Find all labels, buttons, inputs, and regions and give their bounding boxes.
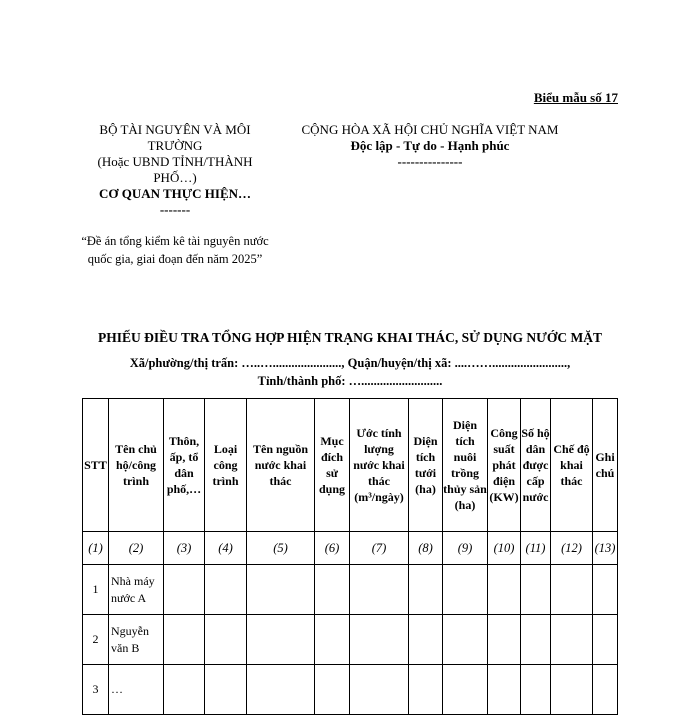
survey-table <box>82 398 618 715</box>
row-stt: 3 <box>83 665 109 715</box>
form-title: PHIẾU ĐIỀU TRA TỔNG HỢP HIỆN TRẠNG KHAI THÁC, SỬ DỤNG NƯỚC MẶT <box>98 330 602 345</box>
column-header: Mục đích sử dụng <box>315 399 350 532</box>
row-owner-name: Nhà máy nước A <box>109 565 164 615</box>
table-cell <box>205 665 247 715</box>
table-cell <box>443 615 488 665</box>
column-number: (5) <box>247 532 315 565</box>
column-header: STT <box>83 399 109 532</box>
ministry-name: BỘ TÀI NGUYÊN VÀ MÔI TRƯỜNG <box>99 122 251 153</box>
table-cell <box>350 565 409 615</box>
table-cell <box>247 565 315 615</box>
column-number: (10) <box>488 532 521 565</box>
table-cell <box>409 615 443 665</box>
column-number: (12) <box>551 532 593 565</box>
table-cell <box>521 565 551 615</box>
column-number: (13) <box>593 532 618 565</box>
table-cell <box>551 565 593 615</box>
table-cell <box>593 615 618 665</box>
column-number: (11) <box>521 532 551 565</box>
table-cell <box>409 665 443 715</box>
column-number: (1) <box>83 532 109 565</box>
nation-name: CỘNG HÒA XÃ HỘI CHỦ NGHĨA VIỆT NAM <box>301 122 559 137</box>
row-owner-name: Nguyễn văn B <box>109 615 164 665</box>
left-header <box>80 122 270 268</box>
table-cell <box>488 665 521 715</box>
column-number: (7) <box>350 532 409 565</box>
table-cell <box>315 665 350 715</box>
project-name: “Đề án tổng kiểm kê tài nguyên nước quốc gia, giai đoạn đến năm 2025” <box>81 234 269 266</box>
table-row <box>83 665 618 715</box>
table-row <box>83 615 618 665</box>
national-motto: Độc lập - Tự do - Hạnh phúc <box>350 138 510 153</box>
table-cell <box>350 615 409 665</box>
column-header: Thôn, ấp, tổ dân phố,… <box>164 399 205 532</box>
right-divider: --------------- <box>397 154 463 169</box>
row-owner-name: … <box>109 665 164 715</box>
table-cell <box>551 615 593 665</box>
row-stt: 2 <box>83 615 109 665</box>
column-header: Chế độ khai thác <box>551 399 593 532</box>
table-cell <box>409 565 443 615</box>
column-header: Tên nguồn nước khai thác <box>247 399 315 532</box>
table-cell <box>205 615 247 665</box>
column-number: (2) <box>109 532 164 565</box>
column-number: (4) <box>205 532 247 565</box>
table-cell <box>593 665 618 715</box>
table-cell <box>521 615 551 665</box>
column-number-row <box>83 532 618 565</box>
table-header-row <box>83 399 618 532</box>
table-cell <box>521 665 551 715</box>
table-cell <box>164 665 205 715</box>
table-cell <box>443 665 488 715</box>
alternative-authority: (Hoặc UBND TỈNH/THÀNH PHỐ…) <box>97 154 253 185</box>
column-header: Ghi chú <box>593 399 618 532</box>
table-cell <box>315 615 350 665</box>
table-cell <box>205 565 247 615</box>
column-header: Diện tích nuôi trồng thủy sản (ha) <box>443 399 488 532</box>
table-cell <box>593 565 618 615</box>
table-cell <box>247 665 315 715</box>
column-header: Tên chủ hộ/công trình <box>109 399 164 532</box>
table-row <box>83 565 618 615</box>
location-line-province: Tỉnh/thành phố: ….......................... <box>257 374 443 388</box>
row-stt: 1 <box>83 565 109 615</box>
table-cell <box>551 665 593 715</box>
table-cell <box>488 615 521 665</box>
form-number: Biểu mẫu số 17 <box>533 90 618 105</box>
table-cell <box>315 565 350 615</box>
column-number: (8) <box>409 532 443 565</box>
column-header: Diện tích tưới (ha) <box>409 399 443 532</box>
location-line-commune-district: Xã/phường/thị trấn: …..…......................, Quận/huyện/thị xã: ....……........................, <box>129 356 571 370</box>
table-cell <box>488 565 521 615</box>
column-header: Số hộ dân được cấp nước <box>521 399 551 532</box>
column-number: (6) <box>315 532 350 565</box>
column-number: (9) <box>443 532 488 565</box>
table-cell <box>350 665 409 715</box>
executing-agency: CƠ QUAN THỰC HIỆN… <box>98 186 252 201</box>
table-cell <box>164 565 205 615</box>
right-header <box>300 122 560 170</box>
column-header: Loại công trình <box>205 399 247 532</box>
column-header: Công suất phát điện (KW) <box>488 399 521 532</box>
table-cell <box>247 615 315 665</box>
left-divider: ------- <box>159 202 191 217</box>
table-cell <box>443 565 488 615</box>
column-header: Ước tính lượng nước khai thác (m³/ngày) <box>350 399 409 532</box>
table-cell <box>164 615 205 665</box>
column-number: (3) <box>164 532 205 565</box>
